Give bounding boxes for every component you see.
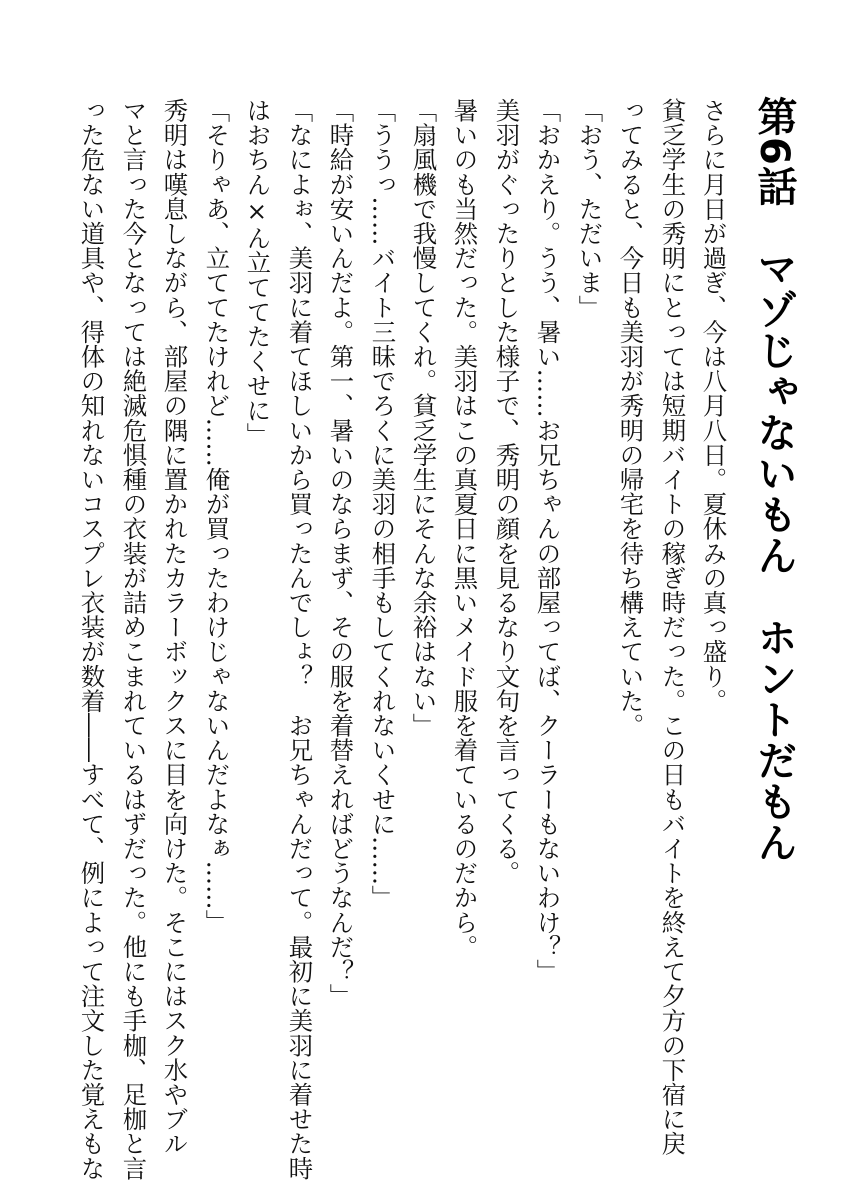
text-column-7: 暑いのも当然だった。美羽はこの真夏日に黒いメイド服を着ているのだから。 bbox=[449, 98, 479, 959]
text-column-5: 「おかえり。うう、暑い……お兄ちゃんの部屋ってば、クーラーもないわけ？」 bbox=[532, 98, 562, 984]
text-column-16: った危ない道具や、得体の知れないコスプレ衣装が数着――すべて、例によって注文した覚えもな bbox=[76, 98, 106, 1181]
text-column-11: 「なによぉ、美羽に着てほしいから買ったんでしょ？ お兄ちゃんだって。最初に美羽に着せた時 bbox=[284, 98, 314, 1181]
chapter-title: 第6話 マゾじゃないもん ホントだもん bbox=[751, 96, 797, 863]
text-column-10: 「時給が安いんだよ。第一、暑いのならまず、その服を着替えればどうなんだ？」 bbox=[325, 98, 355, 1009]
text-column-8: 「扇風機で我慢してくれ。貧乏学生にそんな余裕はない」 bbox=[408, 98, 438, 738]
text-column-13: 「そりゃあ、立ててたけれど……俺が買ったわけじゃないんだよなぁ……」 bbox=[201, 98, 231, 935]
text-column-9: 「ううっ……バイト三昧でろくに美羽の相手もしてくれないくせに……」 bbox=[367, 98, 397, 910]
text-column-15: マと言った今となっては絶滅危惧種の衣装が詰めこまれているはずだった。他にも手枷、足枷と言 bbox=[118, 98, 148, 1181]
text-column-12: はおちん×ん立ててたくせに」 bbox=[242, 98, 272, 447]
text-column-14: 秀明は嘆息しながら、部屋の隅に置かれたカラーボックスに目を向けた。そこにはスク水やブル bbox=[159, 98, 189, 1156]
text-column-6: 美羽がぐったりとした様子で、秀明の顔を見るなり文句を言ってくる。 bbox=[491, 98, 521, 886]
text-column-3: ってみると、今日も美羽が秀明の帰宅を待ち構えていた。 bbox=[615, 98, 645, 738]
text-column-4: 「おう、ただいま」 bbox=[574, 98, 604, 320]
text-column-1: さらに月日が過ぎ、今は八月八日。夏休みの真っ盛り。 bbox=[698, 98, 728, 713]
text-column-2: 貧乏学生の秀明にとっては短期バイトの稼ぎ時だった。この日もバイトを終えて夕方の下宿に戻 bbox=[657, 98, 687, 1156]
